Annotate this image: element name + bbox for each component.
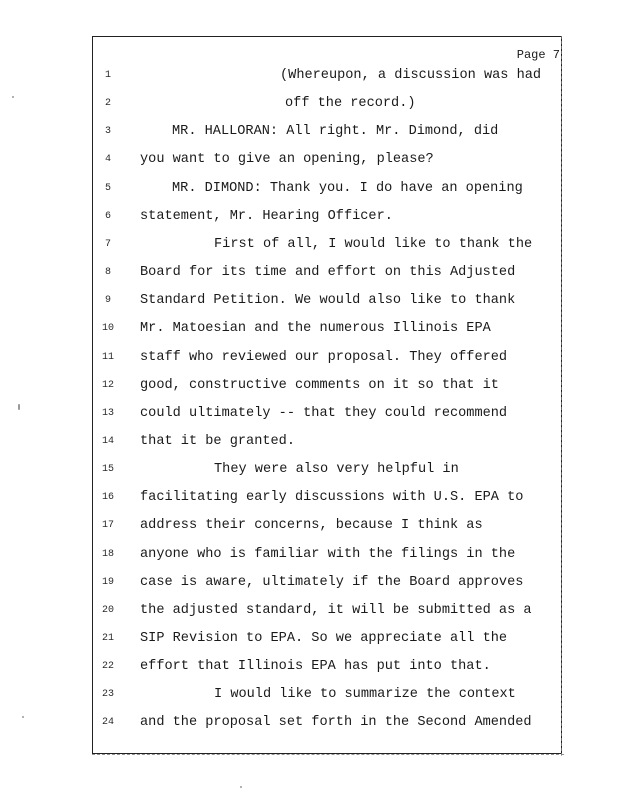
line-number: 14 xyxy=(101,435,114,447)
scan-speck xyxy=(240,786,242,788)
transcript-line: case is aware, ultimately if the Board approves xyxy=(140,574,524,590)
transcript-line: and the proposal set forth in the Second Amended xyxy=(140,715,532,731)
transcript-line: anyone who is familiar with the filings in the xyxy=(140,546,516,562)
transcript-line: Standard Petition. We would also like to thank xyxy=(140,293,516,309)
line-number: 5 xyxy=(104,182,111,194)
line-number: 16 xyxy=(101,492,114,504)
line-number: 19 xyxy=(101,576,114,588)
scan-speck xyxy=(18,404,20,410)
transcript-page-frame xyxy=(92,36,562,754)
line-number: 7 xyxy=(104,238,111,250)
transcript-line: staff who reviewed our proposal. They offered xyxy=(140,349,508,365)
line-number: 4 xyxy=(104,154,111,166)
transcript-line: facilitating early discussions with U.S. EPA to xyxy=(140,490,524,506)
line-number: 20 xyxy=(101,604,114,616)
line-number: 24 xyxy=(101,717,114,729)
line-number: 9 xyxy=(104,295,111,307)
line-number: 21 xyxy=(101,633,114,644)
transcript-line: SIP Revision to EPA. So we appreciate all the xyxy=(140,631,508,646)
transcript-line: Mr. Matoesian and the numerous Illinois EPA xyxy=(140,321,491,337)
transcript-line: could ultimately -- that they could recommend xyxy=(140,405,508,421)
transcript-line: They were also very helpful in xyxy=(214,462,459,478)
scan-edge-right xyxy=(561,36,565,756)
transcript-line: good, constructive comments on it so that it xyxy=(140,377,499,393)
line-number: 3 xyxy=(104,126,111,138)
transcript-line: First of all, I would like to thank the xyxy=(214,236,533,252)
transcript-line: (Whereupon, a discussion was had xyxy=(280,68,542,83)
scan-edge-bottom xyxy=(92,754,564,759)
line-number: 1 xyxy=(104,70,111,81)
transcript-line: effort that Illinois EPA has put into that. xyxy=(140,659,491,675)
line-number: 11 xyxy=(101,351,114,363)
line-number: 12 xyxy=(101,379,114,391)
transcript-line: address their concerns, because I think as xyxy=(140,518,483,534)
line-number: 13 xyxy=(101,407,114,419)
line-number: 15 xyxy=(101,464,114,476)
transcript-line: you want to give an opening, please? xyxy=(140,152,434,168)
page-number: Page 7 xyxy=(516,48,560,62)
line-number: 8 xyxy=(104,267,111,279)
line-number: 22 xyxy=(101,661,114,673)
transcript-line: MR. DIMOND: Thank you. I do have an opening xyxy=(172,180,523,196)
line-number: 18 xyxy=(101,548,114,560)
transcript-line: that it be granted. xyxy=(140,433,295,449)
scan-speck xyxy=(22,716,24,718)
transcript-line: Board for its time and effort on this Adjusted xyxy=(140,265,516,281)
transcript-line: MR. HALLORAN: All right. Mr. Dimond, did xyxy=(172,124,499,140)
line-number: 10 xyxy=(101,323,114,335)
transcript-line: off the record.) xyxy=(285,96,416,112)
line-number: 2 xyxy=(104,98,111,110)
scan-speck xyxy=(12,96,14,98)
transcript-line: I would like to summarize the context xyxy=(214,687,516,703)
line-number: 6 xyxy=(104,210,111,222)
line-number: 23 xyxy=(101,689,114,701)
transcript-line: the adjusted standard, it will be submitted as a xyxy=(140,602,532,618)
transcript-line: statement, Mr. Hearing Officer. xyxy=(140,208,393,224)
line-number: 17 xyxy=(101,520,114,532)
